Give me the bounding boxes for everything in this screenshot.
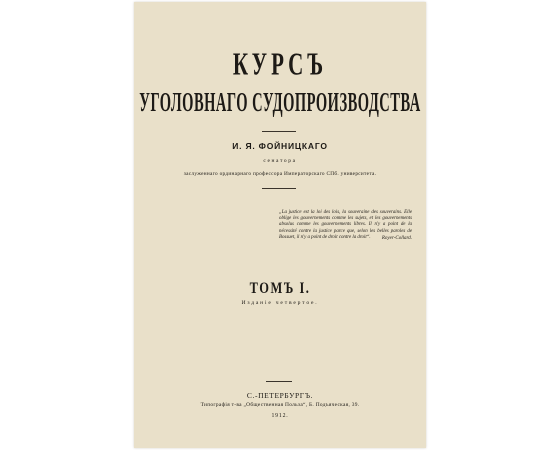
author-role: сенатора <box>263 158 297 164</box>
author-divider <box>262 188 296 189</box>
title-line-1: КУРСЪ <box>232 46 328 82</box>
printer-line: Типографія т-ва „Общественная Польза“, Б. Подъяческая, 39. <box>200 402 360 408</box>
epigraph-author: Royer-Collard. <box>381 236 412 241</box>
publication-city: С.-ПЕТЕРБУРГЪ. <box>246 391 314 400</box>
edition-note: Изданіе четвертое. <box>241 300 319 306</box>
book-title-page <box>134 2 426 448</box>
publication-year: 1912. <box>271 413 289 419</box>
author-position: заслуженнаго ординарнаго профессора Императорскаго СПб. университета. <box>183 171 377 177</box>
epigraph-text: „La justice est la loi des lois, la souveraine des souverains. Elle oblige les gouvernements comme les sujets, et les gouvernements absolus comme les gouvernements libres. Il n'y a point de la nécessité contre la justice parce que, selon les belles paroles de Bossuet, il n'y a point de droit contre la droit“. <box>279 210 412 240</box>
title-divider <box>262 131 296 132</box>
title-line-2: УГОЛОВНАГО СУДОПРОИЗВОДСТВА <box>139 88 421 119</box>
volume-number: ТОМЪ I. <box>249 279 311 297</box>
imprint-divider <box>266 381 292 382</box>
author-name: И. Я. ФОЙНИЦКАГО <box>232 141 328 151</box>
